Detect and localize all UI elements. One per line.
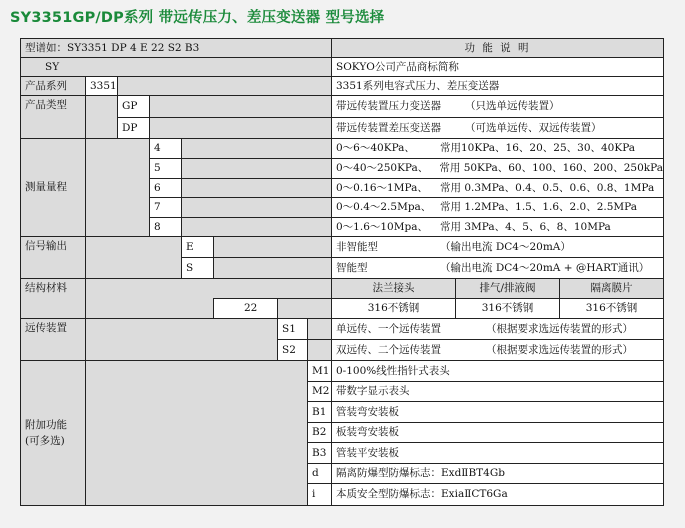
- dp-filler: [149, 118, 331, 139]
- addon-desc: 管装平安装板: [331, 443, 663, 464]
- addon-desc: 管装弯安装板: [331, 402, 663, 423]
- range-filler: [181, 159, 331, 179]
- range-filler: [181, 218, 331, 237]
- addon-code: M2: [307, 382, 331, 402]
- addon-desc: 带数字显示表头: [331, 382, 663, 402]
- type-label: 产品类型: [21, 96, 85, 139]
- range-filler: [181, 139, 331, 159]
- signal-note: （输出电流 DC4～20mA + @HART通讯）: [440, 261, 650, 274]
- range-spacer: [85, 139, 149, 237]
- material-header-diaphragm: 隔离膜片: [559, 279, 663, 299]
- remote-label: 远传装置: [21, 319, 85, 361]
- series-filler: [117, 77, 331, 96]
- addon-desc: 板装弯安装板: [331, 423, 663, 443]
- remote-code: S2: [277, 340, 307, 361]
- range-code: 6: [149, 179, 181, 198]
- addon-desc: 本质安全型防爆标志：ExiaⅡCT6Ga: [331, 484, 663, 505]
- range-span: 0～1.6～10Mpa、: [336, 220, 428, 233]
- signal-filler: [213, 258, 331, 279]
- signal-note: （输出电流 DC4～20mA）: [440, 240, 571, 253]
- range-common: 常用 50KPa、60、100、160、200、250kPa: [439, 162, 663, 175]
- range-filler: [181, 198, 331, 218]
- remote-filler: [307, 340, 331, 361]
- material-head-filler: [213, 279, 331, 299]
- range-code: 4: [149, 139, 181, 159]
- addon-label-cell: [21, 361, 85, 505]
- gp-note: （只选单远传装置）: [465, 100, 560, 113]
- addon-code: M1: [307, 361, 331, 382]
- range-span: 0～0.4～2.5Mpa、: [336, 201, 432, 214]
- material-filler: [277, 299, 331, 319]
- addon-label: 附加功能: [25, 418, 67, 431]
- remote-spacer: [85, 319, 277, 361]
- material-header-valve: 排气/排液阀: [455, 279, 559, 299]
- model-selection-table: [20, 38, 664, 506]
- series-code: 3351: [85, 77, 117, 96]
- addon-code: B1: [307, 402, 331, 423]
- addon-code: B2: [307, 423, 331, 443]
- dp-desc: 带远传装置差压变送器: [336, 121, 441, 134]
- dp-code: DP: [117, 118, 149, 139]
- range-common: 常用 1.2MPa、1.5、1.6、2.0、2.5MPa: [440, 201, 638, 214]
- range-common: 常用10KPa、16、20、25、30、40KPa: [440, 142, 636, 155]
- material-spacer: [85, 279, 213, 319]
- signal-desc: 非智能型: [336, 240, 378, 253]
- example-header: 型谱如：SY3351 DP 4 E 22 S2 B3: [21, 39, 331, 58]
- remote-desc: 双远传、二个远传装置: [336, 343, 441, 356]
- addon-sublabel: (可多选): [25, 435, 65, 447]
- addon-code: d: [307, 464, 331, 484]
- range-common: 常用 0.3MPa、0.4、0.5、0.6、0.8、1MPa: [440, 181, 655, 194]
- signal-spacer: [85, 237, 181, 279]
- range-code: 7: [149, 198, 181, 218]
- type-spacer: [85, 96, 117, 139]
- remote-filler: [307, 319, 331, 340]
- signal-desc: 智能型: [336, 261, 368, 274]
- remote-code: S1: [277, 319, 307, 340]
- material-code: 22: [213, 299, 277, 319]
- page-title: SY3351GP/DP系列 带远传压力、差压变送器 型号选择: [10, 10, 385, 26]
- range-span: 0～40～250KPa、: [336, 162, 429, 175]
- material-value-valve: 316不锈钢: [455, 299, 559, 319]
- gp-code: GP: [117, 96, 149, 118]
- material-value-flange: 316不锈钢: [331, 299, 455, 319]
- range-span: 0～0.16～1MPa、: [336, 181, 428, 194]
- gp-filler: [149, 96, 331, 118]
- range-code: 5: [149, 159, 181, 179]
- signal-code: E: [181, 237, 213, 258]
- addon-desc: 0-100%线性指针式表头: [331, 361, 663, 382]
- sy-code: SY: [21, 58, 331, 77]
- signal-filler: [213, 237, 331, 258]
- signal-code: S: [181, 258, 213, 279]
- function-header: 功 能 说 明: [331, 39, 663, 58]
- range-code: 8: [149, 218, 181, 237]
- signal-label: 信号输出: [21, 237, 85, 279]
- addon-code: B3: [307, 443, 331, 464]
- addon-desc: 隔离防爆型防爆标志：ExdⅡBT4Gb: [331, 464, 663, 484]
- gp-desc: 带远传装置压力变送器: [336, 100, 441, 113]
- remote-note: （根据要求选远传装置的形式）: [486, 343, 633, 356]
- range-label: 测量量程: [21, 139, 85, 237]
- series-desc: 3351系列电容式压力、差压变送器: [331, 77, 663, 96]
- remote-note: （根据要求选远传装置的形式）: [486, 322, 633, 335]
- remote-desc: 单远传、一个远传装置: [336, 322, 441, 335]
- material-label: 结构材料: [21, 279, 85, 319]
- series-label: 产品系列: [21, 77, 85, 96]
- range-span: 0～6～40KPa、: [336, 142, 415, 155]
- sy-desc: SOKYO公司产品商标简称: [331, 58, 663, 77]
- dp-note: （可选单远传、双远传装置）: [465, 121, 602, 134]
- material-header-flange: 法兰接头: [331, 279, 455, 299]
- range-common: 常用 3MPa、4、5、6、8、10MPa: [440, 220, 611, 233]
- material-value-diaphragm: 316不锈钢: [559, 299, 663, 319]
- addon-code: i: [307, 484, 331, 505]
- range-filler: [181, 179, 331, 198]
- addon-spacer: [85, 361, 307, 505]
